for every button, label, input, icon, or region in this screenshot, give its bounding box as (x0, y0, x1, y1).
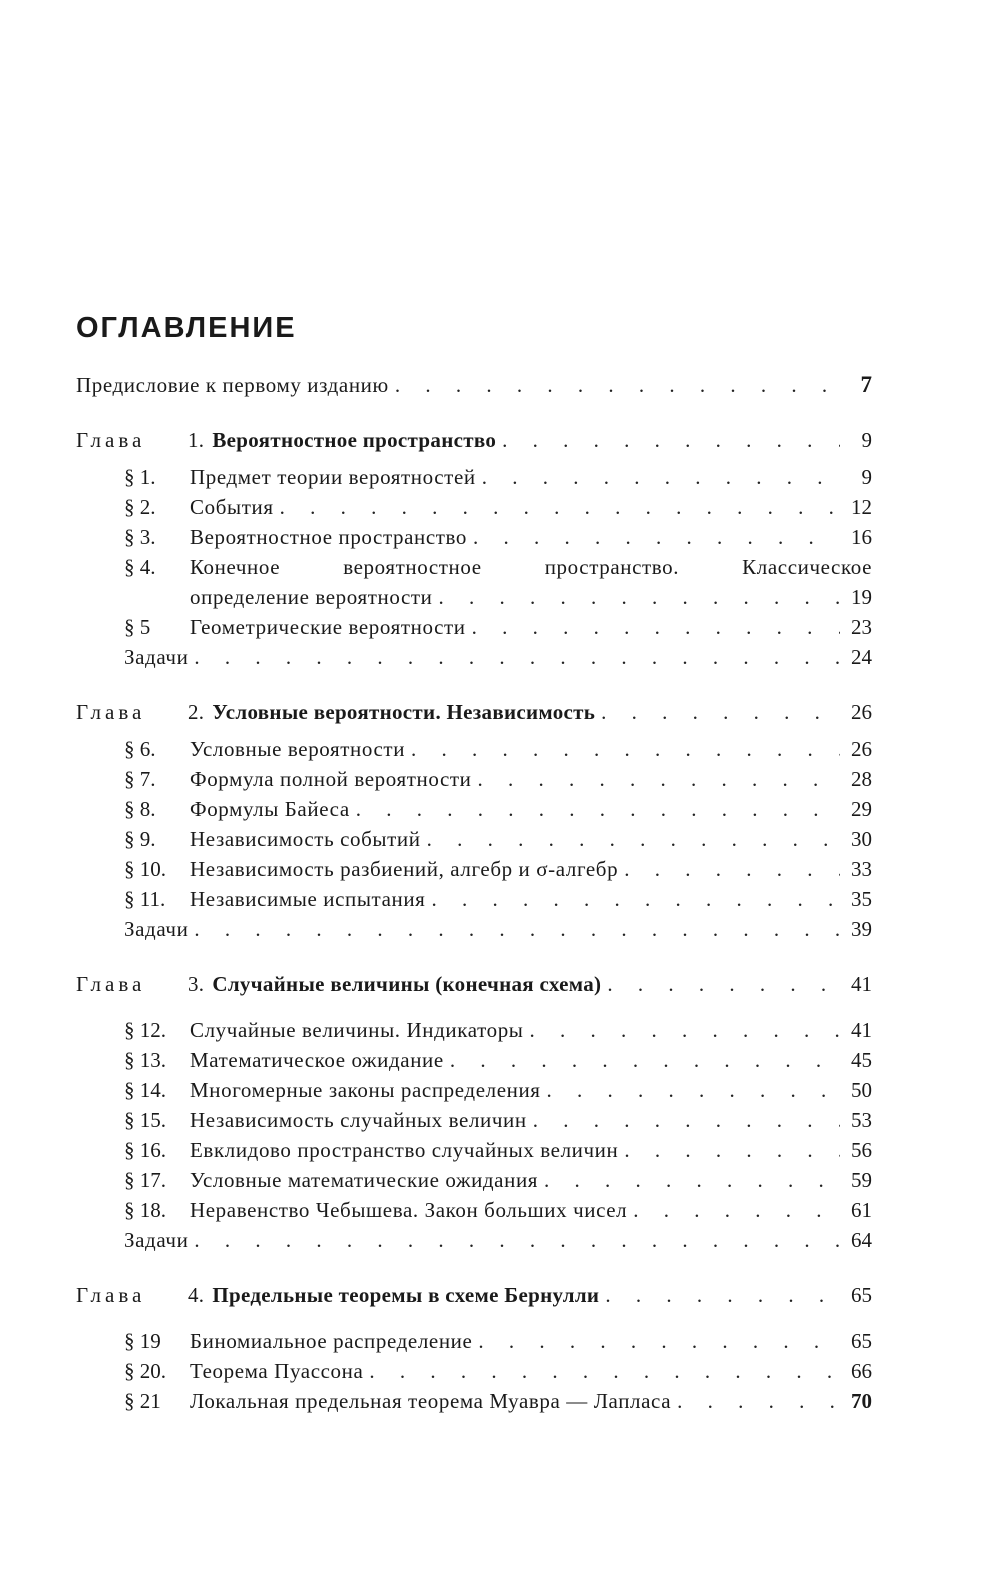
table-of-contents (76, 370, 872, 1416)
tasks-title: Задачи (124, 1228, 189, 1252)
toc-entry-preface[interactable] (76, 370, 872, 400)
toc-section-8[interactable] (76, 794, 872, 824)
entry-title: Предисловие к первому изданию (76, 373, 389, 397)
toc-tasks-chapter-2[interactable] (76, 914, 872, 944)
toc-section-21[interactable] (76, 1386, 872, 1416)
section-page: 16 (851, 525, 872, 549)
section-page: 30 (851, 827, 872, 851)
section-title: Предмет теории вероятностей (190, 465, 476, 489)
dot-leader (624, 854, 840, 884)
toc-section-16[interactable] (76, 1135, 872, 1165)
tasks-page: 39 (851, 917, 872, 941)
toc-section-7[interactable] (76, 764, 872, 794)
section-title: Биномиальное распределение (190, 1329, 473, 1353)
section-page: 26 (851, 737, 872, 761)
dot-leader (411, 734, 840, 764)
section-page: 70 (851, 1389, 872, 1413)
dot-leader (533, 1105, 840, 1135)
tasks-page: 64 (851, 1228, 872, 1252)
section-title: Случайные величины. Индикаторы (190, 1018, 524, 1042)
toc-section-19[interactable] (76, 1326, 872, 1356)
section-page: 56 (851, 1138, 872, 1162)
section-number: § 2. (124, 495, 156, 519)
toc-section-15[interactable] (76, 1105, 872, 1135)
dot-leader (478, 764, 840, 794)
section-title: Неравенство Чебышева. Закон больших чисел (190, 1198, 628, 1222)
dot-leader (369, 1356, 840, 1386)
dot-leader (427, 824, 840, 854)
section-title: Независимость событий (190, 827, 421, 851)
chapter-number: 3. (188, 972, 205, 996)
dot-leader (605, 1280, 840, 1310)
dot-leader (450, 1045, 840, 1075)
section-number: § 16. (124, 1138, 166, 1162)
section-title: Формулы Байеса (190, 797, 350, 821)
section-number: § 20. (124, 1359, 166, 1383)
section-number: § 19 (124, 1329, 161, 1353)
toc-section-18[interactable] (76, 1195, 872, 1225)
toc-section-5[interactable] (76, 612, 872, 642)
dot-leader (356, 794, 840, 824)
toc-tasks-chapter-3[interactable] (76, 1225, 872, 1255)
toc-chapter-1[interactable] (76, 425, 872, 455)
chapter-number: 2. (188, 700, 205, 724)
chapter-page: 9 (861, 428, 872, 452)
toc-chapter-3[interactable] (76, 969, 872, 999)
dot-leader (395, 370, 840, 400)
toc-section-11[interactable] (76, 884, 872, 914)
toc-section-13[interactable] (76, 1045, 872, 1075)
toc-chapter-4[interactable] (76, 1280, 872, 1310)
section-page: 50 (851, 1078, 872, 1102)
section-number: § 18. (124, 1198, 166, 1222)
section-title: Условные вероятности (190, 737, 406, 761)
section-title: Независимость разбиений, алгебр и σ-алгебр (190, 857, 619, 881)
section-number: § 21 (124, 1389, 161, 1413)
toc-chapter-2[interactable] (76, 697, 872, 727)
section-page: 19 (851, 585, 872, 609)
section-title: Локальная предельная теорема Муавра — Лапласа (190, 1389, 672, 1413)
section-number: § 9. (124, 827, 156, 851)
chapter-page: 65 (851, 1283, 872, 1307)
toc-section-14[interactable] (76, 1075, 872, 1105)
section-title-line2: определение вероятности (190, 585, 433, 609)
chapter-label: Глава (76, 1283, 146, 1307)
section-number: § 3. (124, 525, 156, 549)
toc-section-4[interactable] (76, 552, 872, 612)
section-title: Геометрические вероятности (190, 615, 466, 639)
section-number: § 13. (124, 1048, 166, 1072)
dot-leader (502, 425, 840, 455)
dot-leader (472, 612, 840, 642)
toc-heading: ОГЛАВЛЕНИЕ (76, 312, 297, 344)
section-title-line1: Конечное вероятностное пространство. Классическое (190, 555, 872, 579)
toc-tasks-chapter-1[interactable] (76, 642, 872, 672)
toc-section-9[interactable] (76, 824, 872, 854)
section-number: § 12. (124, 1018, 166, 1042)
section-number: § 11. (124, 887, 166, 911)
chapter-number: 1. (188, 428, 205, 452)
toc-section-1[interactable] (76, 462, 872, 492)
dot-leader (482, 462, 840, 492)
toc-section-17[interactable] (76, 1165, 872, 1195)
section-number: § 4. (124, 555, 156, 579)
section-page: 59 (851, 1168, 872, 1192)
toc-section-3[interactable] (76, 522, 872, 552)
section-page: 29 (851, 797, 872, 821)
dot-leader (601, 697, 840, 727)
section-page: 9 (861, 465, 872, 489)
dot-leader (677, 1386, 840, 1416)
dot-leader (607, 969, 840, 999)
section-title: Условные математические ожидания (190, 1168, 539, 1192)
section-page: 41 (851, 1018, 872, 1042)
section-title: Независимость случайных величин (190, 1108, 527, 1132)
section-page: 35 (851, 887, 872, 911)
chapter-title: Условные вероятности. Независимость (212, 700, 596, 724)
tasks-title: Задачи (124, 645, 189, 669)
toc-section-20[interactable] (76, 1356, 872, 1386)
chapter-label: Глава (76, 700, 146, 724)
section-page: 12 (851, 495, 872, 519)
tasks-title: Задачи (124, 917, 189, 941)
section-page: 28 (851, 767, 872, 791)
chapter-label: Глава (76, 972, 146, 996)
section-number: § 8. (124, 797, 156, 821)
section-number: § 17. (124, 1168, 166, 1192)
section-page: 66 (851, 1359, 872, 1383)
section-number: § 14. (124, 1078, 166, 1102)
section-number: § 10. (124, 857, 166, 881)
section-title: Формула полной вероятности (190, 767, 472, 791)
section-page: 61 (851, 1198, 872, 1222)
entry-page: 7 (860, 372, 872, 397)
dot-leader (547, 1075, 840, 1105)
section-page: 53 (851, 1108, 872, 1132)
chapter-title: Вероятностное пространство (212, 428, 497, 452)
dot-leader (544, 1165, 840, 1195)
section-title: События (190, 495, 274, 519)
section-title: Независимые испытания (190, 887, 426, 911)
section-page: 65 (851, 1329, 872, 1353)
dot-leader (530, 1015, 840, 1045)
section-title: Евклидово пространство случайных величин (190, 1138, 619, 1162)
dot-leader (624, 1135, 840, 1165)
section-number: § 5 (124, 615, 151, 639)
chapter-label: Глава (76, 428, 146, 452)
section-title: Многомерные законы распределения (190, 1078, 541, 1102)
section-number: § 15. (124, 1108, 166, 1132)
dot-leader (194, 1225, 840, 1255)
dot-leader (633, 1195, 840, 1225)
dot-leader (194, 642, 840, 672)
dot-leader (280, 492, 840, 522)
section-number: § 1. (124, 465, 156, 489)
section-title: Математическое ожидание (190, 1048, 444, 1072)
dot-leader (194, 914, 840, 944)
chapter-number: 4. (188, 1283, 205, 1307)
section-page: 33 (851, 857, 872, 881)
chapter-title: Предельные теоремы в схеме Бернулли (212, 1283, 600, 1307)
section-page: 45 (851, 1048, 872, 1072)
tasks-page: 24 (851, 645, 872, 669)
section-page: 23 (851, 615, 872, 639)
toc-section-12[interactable] (76, 1015, 872, 1045)
chapter-title: Случайные величины (конечная схема) (212, 972, 602, 996)
dot-leader (431, 884, 840, 914)
section-number: § 6. (124, 737, 156, 761)
section-number: § 7. (124, 767, 156, 791)
chapter-page: 26 (851, 700, 872, 724)
toc-section-10[interactable] (76, 854, 872, 884)
chapter-page: 41 (851, 972, 872, 996)
toc-section-2[interactable] (76, 492, 872, 522)
dot-leader (478, 1326, 840, 1356)
dot-leader (438, 582, 840, 612)
toc-section-6[interactable] (76, 734, 872, 764)
section-title: Вероятностное пространство (190, 525, 468, 549)
dot-leader (473, 522, 840, 552)
section-title: Теорема Пуассона (190, 1359, 364, 1383)
